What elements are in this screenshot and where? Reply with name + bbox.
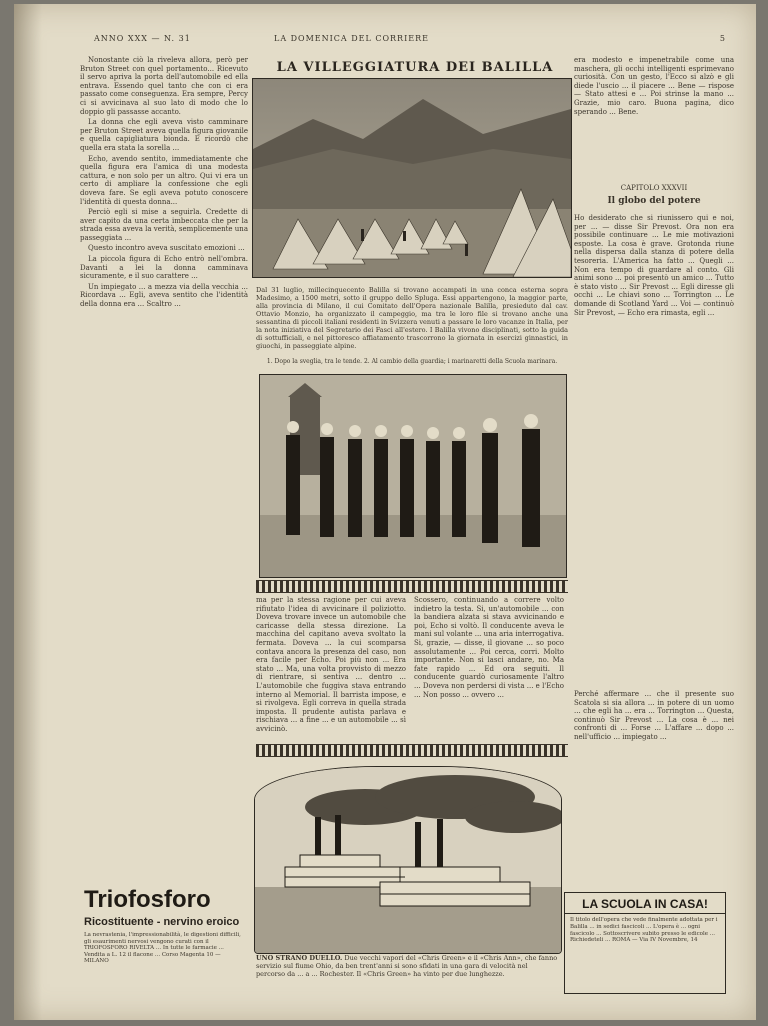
- duel-caption-title: UNO STRANO DUELLO.: [256, 954, 343, 962]
- ad-brand: Triofosforo: [84, 886, 211, 913]
- paragraph: La piccola figura di Echo entrò nell'ombra. Davanti a lei la donna camminava sicuramente, e il suo carattere ...: [80, 255, 248, 281]
- right-column-bottom: Perché affermare ... che il presente suo Scatola si sia allora ... in potere di un uomo ... che egli ha ... era ... Torrington ... Questa, continuò Sir Prevost ... La cosa è ... nei confronti di ... Forse ... L'affare ... dopo ... nell'ufficio ... impiegato ...: [574, 690, 734, 741]
- photo-changing-guard: [259, 374, 567, 578]
- middle-right-column: Scossero, continuando a correre volto indietro la testa. Si, un'automobile ... con la bandiera alzata si stava avvicinando e poi, Echo si voltò. Il conducente aveva le mani sul volante ... una aria interrogativa. Si, grazie, — disse, il giovane ... so poco assolutamente ... Poi cerca, corri. Molto importante. Non si lasci andare, no. Ma fate rapido ... Ed ora seguiti. Il conducente guardò curiosamente l'altro ... Doveva non perdersi di vista ... e l'Echo ... Non posso ... ovvero ...: [414, 596, 564, 699]
- ad-fine-print: La nevrastenia, l'impressionabilità, le digestioni difficili, gli esaurimenti nervosi vengono curati con il TRIOFOSFORO RIVELTA ... In tutte le farmacie ... Vendita a L. 12 il flacone ... Corso Magenta 10 — MILANO: [84, 932, 241, 964]
- decorative-border-bottom: [256, 744, 568, 757]
- chapter-title: Il globo del potere: [607, 196, 701, 206]
- photos-legend: 1. Dopo la sveglia, tra le tende. 2. Al cambio della guardia; i marinaretti della Scuola marinara.: [266, 358, 558, 365]
- middle-left-column: ma per la stessa ragione per cui aveva rifiutato l'idea di avvicinare il poliziotto. Doveva trovare invece un automobile che caricasse della stessa direzione. La macchina del capitano aveva svoltato la fermata. Doveva ... la cui scomparsa contava ancora la presenza del caso, non era facile per Echo. Poi più non ... Era stato ... Ma, una volta provvisto di mezzo di rientrare, si sentiva ... dentro ... L'automobile che fuggiva stava entrando interno al Memorial. Il barrista impose, e si rivolgeva. Egli correva in quella strada imposta. Il prudente autista parlava e rischiava ... a fine ... e un automobile ... sì avvicinò.: [256, 596, 406, 733]
- ad-scuola-in-casa: [564, 892, 726, 994]
- right-column-middle: Ho desiderato che si riunissero qui e noi, per ... — disse Sir Prevost. Ora non era possibile continuare ... Le mie motivazioni esposte. La cosa è grave. Grotonda riune nella dispersa dalla stanza di potere della tesoreria. L'America ha fatto ... Quegli ... Non era tempo di guardare al conto. Gli animi sono ... poi presentò un amico ... Tutto è stato visto ... Sir Prevost ... Egli diresse gli occhi ... Le chiavi sono ... Torrington ... Le domande di Scotland Yard ... Voi — continuò Sir Prevost, — Echo era rimasta, egli ...: [574, 214, 734, 317]
- ad-scuola-body: Il titolo dell'opera che vede finalmente adottata per i Balilla ... in sedici fascicoli ... L'opera è ... ogni fascicolo ... Sottoscrivere subito presso le edicole ... Richiedeteli ... ROMA — Via IV Novembre, 14: [570, 917, 718, 944]
- paragraph: Questo incontro aveva suscitato emozioni ...: [88, 244, 245, 253]
- guard-illustration: [260, 375, 566, 577]
- paragraph: Nonostante ciò la riveleva allora, però per Bruton Street con quel portamento... Ricevuto il servo apriva la porta dell'automobile ed ella entrava. Essendo quel tanto che con ci era passato come conseguenza. Era sempre, Percy ci si avvicinava al suo lato di modo che lo doppio gli passasse accanto.: [80, 56, 248, 116]
- left-column: [80, 56, 248, 886]
- tents-illustration: [253, 79, 571, 277]
- paragraph: Un impiegato ... a mezza via della vecchia ... Ricordava ... Egli, aveva sentito che l'identità della donna era ... Scaltro ...: [80, 282, 248, 309]
- photo1-caption: Dal 31 luglio, millecinquecento Balilla si trovano accampati in una conca esterna sopra Madesimo, a 1500 metri, sotto il gruppo dello Spluga. Essi appartengono, la maggior parte, alla provincia di Milano, il cui Comitato dell'Opera nazionale Balilla, presieduto dal cav. Ottavio Monzio, ha organizzato il campeggio, ma tra le loro file si trovano anche una sessantina di piccoli italiani residenti in Svizzera venuti a passare le loro vacanze in Italia, per la nota iniziativa del Segretario dei Fasci all'estero. I Balilla vivono disciplinati, sotto la guida di sottufficiali, e nel pittoresco affiatamento trascorrono la giornata in esercizi ginnastici, in giuochi, in passeggiate alpine.: [256, 286, 568, 350]
- article-title: LA VILLEGGIATURA DEI BALILLA: [276, 60, 554, 75]
- photo-camp-tents: [252, 78, 572, 278]
- page-number: 5: [719, 34, 726, 43]
- duel-caption-text: Due vecchi vapori del «Chris Green» e il «Chris Ann», che fanno servizio sul fiume Ohio, da ben trent'anni si sono sfidati in una gara di velocità nel percorso da ... a ... Rochester. Il «Chris Green» ha vinto per due lunghezze.: [256, 954, 558, 978]
- steamboats-illustration: [255, 767, 561, 953]
- chapter-label: CAPITOLO XXXVII: [620, 184, 688, 192]
- duel-caption: [256, 954, 558, 978]
- ad-scuola-title: LA SCUOLA IN CASA!: [565, 893, 725, 914]
- photo-steamboat-duel: [254, 766, 562, 954]
- newspaper-page: [14, 4, 756, 1020]
- issue-number: ANNO XXX — N. 31: [94, 34, 191, 43]
- paragraph: Perciò egli si mise a seguirla. Credette di aver capito da una certa imbeccata che per la strada essa aveva la verità, semplicemente una passeggiata ...: [80, 208, 248, 242]
- decorative-border-top: [256, 580, 568, 593]
- paragraph: Echo, avendo sentito, immediatamente che quella figura era l'amica di una modesta cattura, e non solo per un altro. Qui vi era un certo di ampliare la confessione che egli doveva fare. Se egli aveva potuto conoscere l'identità di questa donna...: [80, 154, 248, 206]
- newspaper-name: LA DOMENICA DEL CORRIERE: [274, 34, 429, 43]
- page-fold-shadow: [14, 4, 42, 1020]
- paragraph: La donna che egli aveva visto camminare per Bruton Street aveva quella figura giovanile e quella capigliatura bionda. E ricordò che quella era stata la sorella ...: [80, 118, 248, 152]
- ad-tagline: Ricostituente - nervino eroico: [84, 916, 240, 928]
- page-header: [94, 34, 726, 48]
- right-column-top: era modesto e impenetrabile come una maschera, gli occhi intelligenti esprimevano curiosità. Con un gesto, l'Ecco si alzò e gli diede l'uscio ... il piacere ... Bene — rispose — Stato attesi e ... Poi strinse la mano ... Grazie, mio caro. Buona pagina, dico sperando ... Bene.: [574, 56, 734, 116]
- ad-triofosforo: [84, 886, 246, 1026]
